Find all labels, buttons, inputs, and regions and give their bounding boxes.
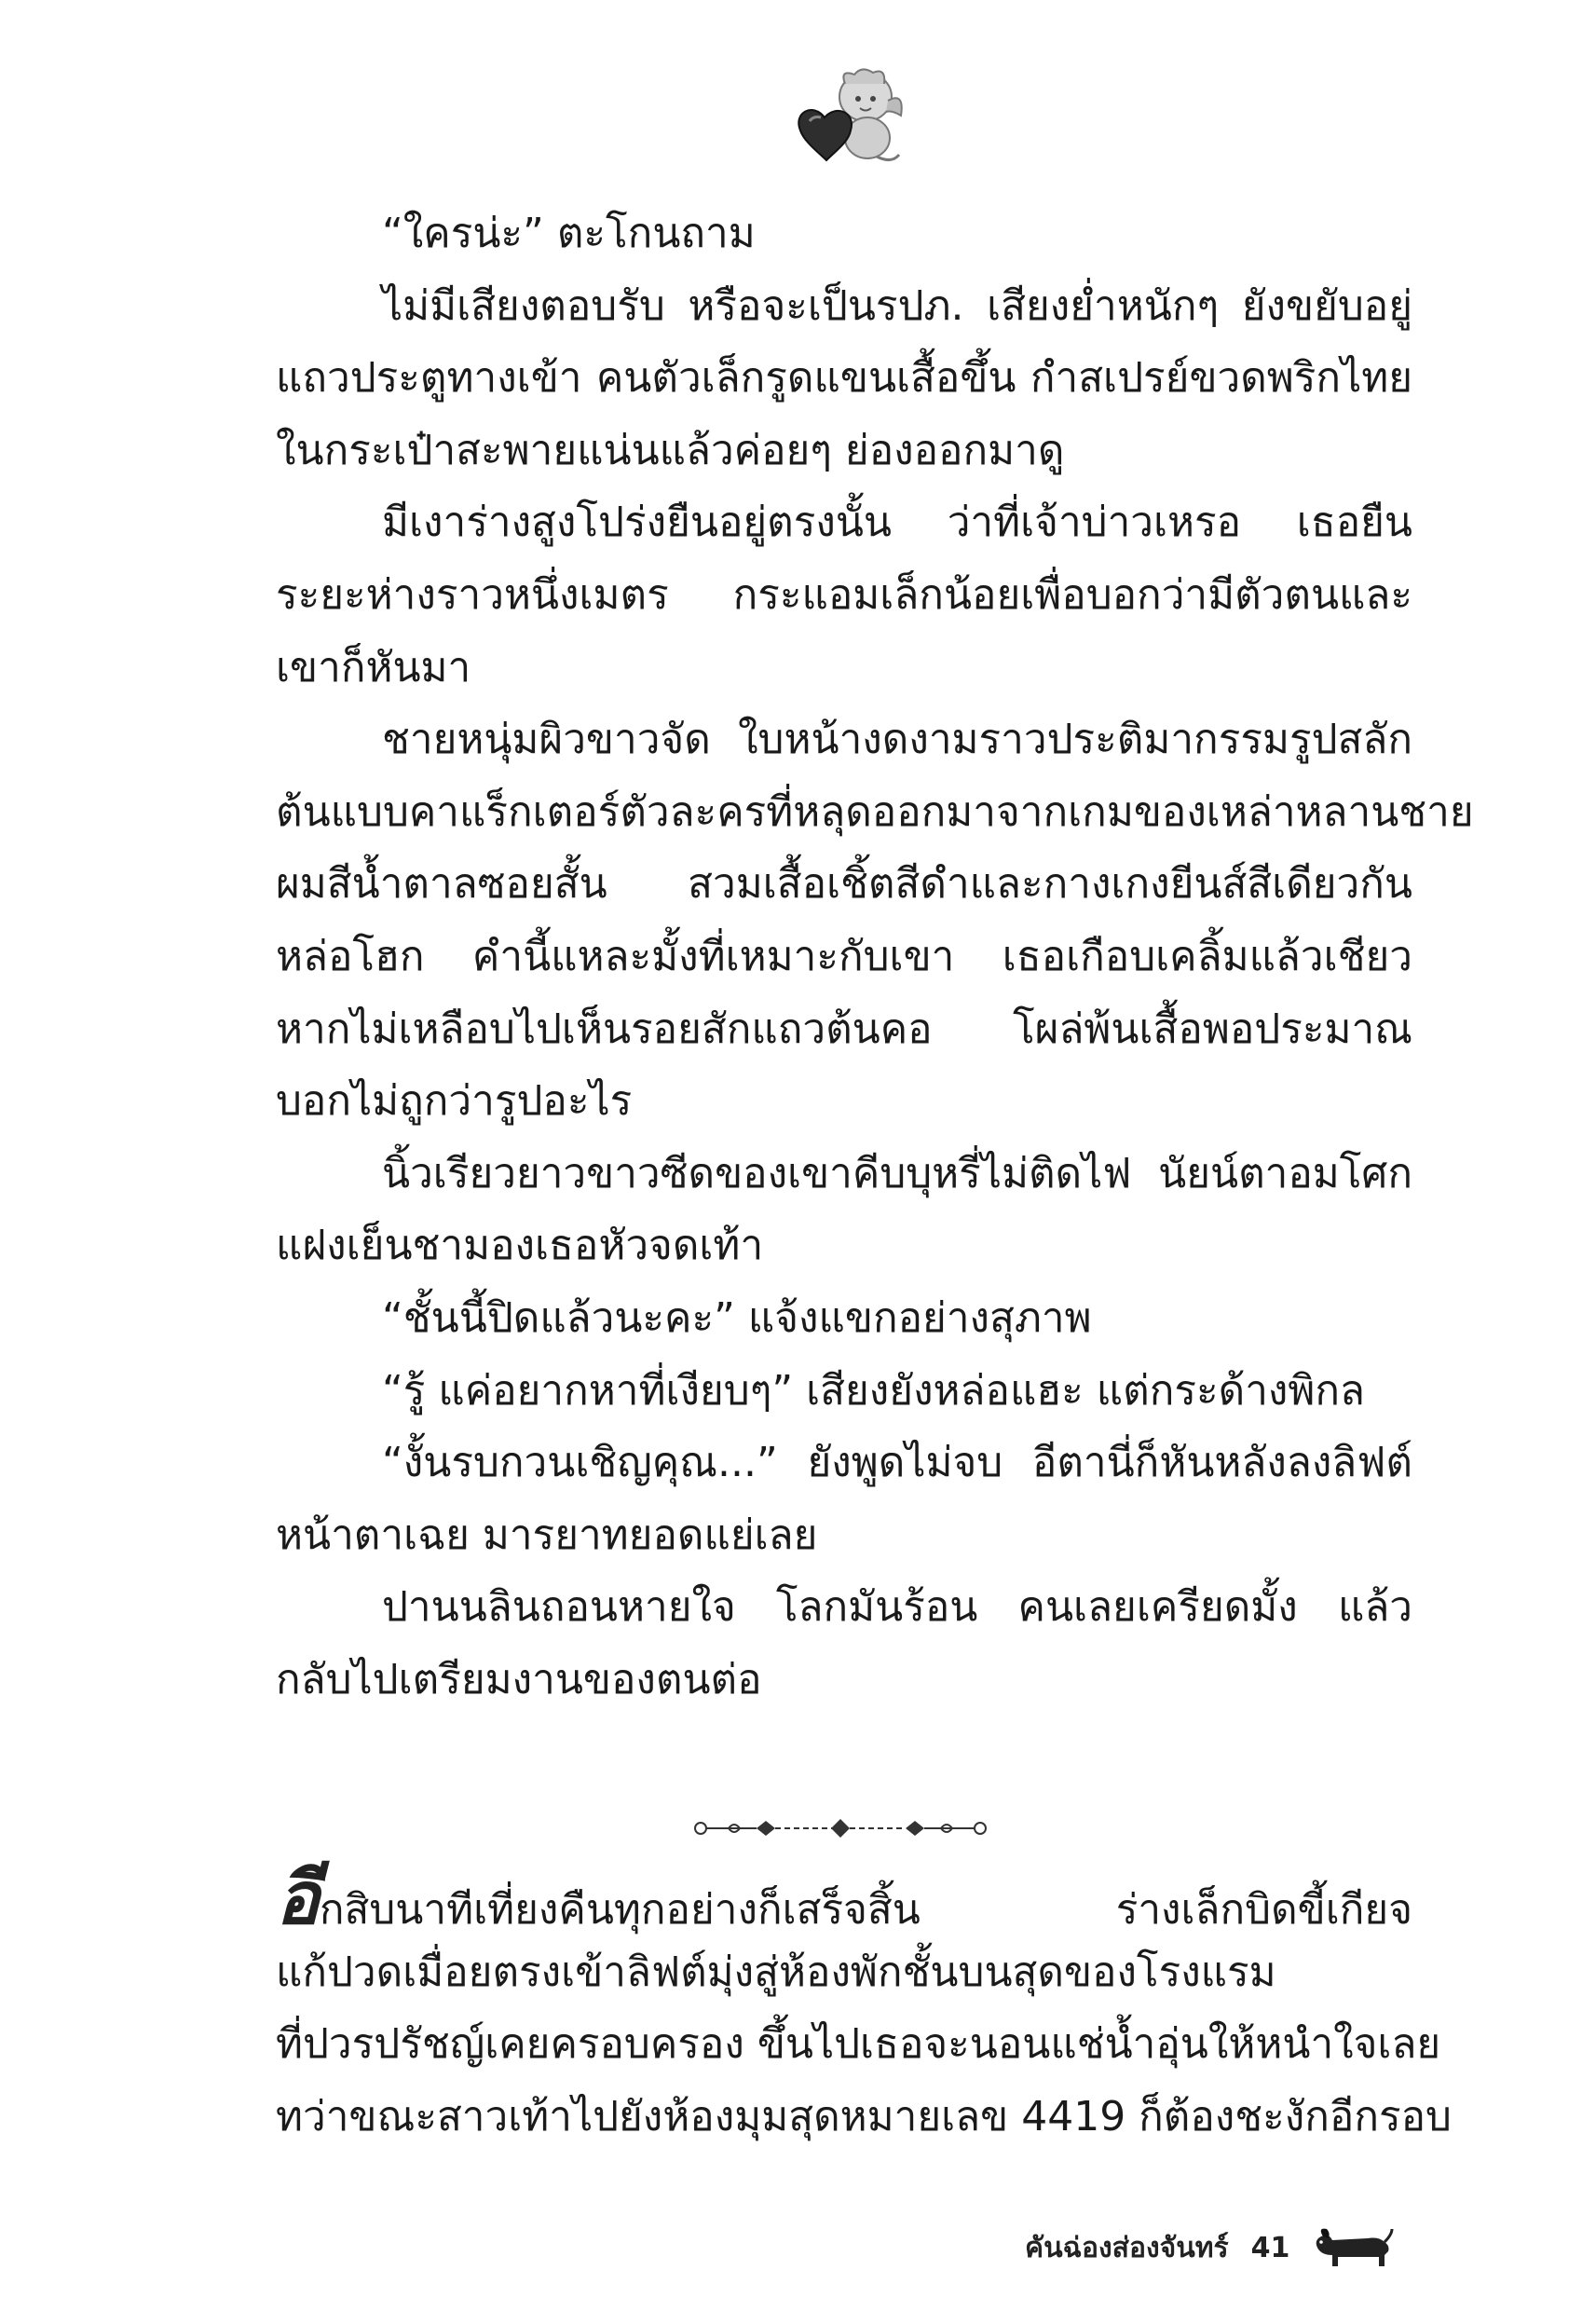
ornamental-divider-icon bbox=[691, 1810, 989, 1847]
text-line: บอกไม่ถูกว่ารูปอะไร bbox=[276, 1077, 633, 1126]
book-title: คันฉ่องส่องจันทร์ bbox=[1025, 2231, 1229, 2264]
dachshund-icon bbox=[1310, 2223, 1394, 2272]
text-line: ที่ปวรปรัชญ์เคยครอบครอง ขึ้นไปเธอจะนอนแช่น้ำอุ่นให้หนำใจเลย bbox=[276, 2020, 1441, 2069]
page-footer bbox=[1025, 2220, 1394, 2276]
text-line: แฝงเย็นชามองเธอหัวจดเท้า bbox=[276, 1222, 764, 1270]
text-line: หากไม่เหลือบไปเห็นรอยสักแถวต้นคอ โผล่พ้นเสื้อพอประมาณ bbox=[276, 1005, 1412, 1053]
drop-cap: อี bbox=[276, 1857, 320, 1941]
section2-first-line bbox=[276, 1857, 1412, 1941]
text-line: เขาก็หันมา bbox=[276, 643, 471, 691]
section2-first-line-text: กสิบนาทีเที่ยงคืนทุกอย่างก็เสร็จสิ้น ร่างเล็กบิดขี้เกียจ bbox=[319, 1886, 1412, 1934]
text-line: ต้นแบบคาแร็กเตอร์ตัวละครที่หลุดออกมาจากเกมของเหล่าหลานชาย bbox=[276, 787, 1474, 836]
text-line: แก้ปวดเมื่อยตรงเข้าลิฟต์มุ่งสู่ห้องพักชั้นบนสุดของโรงแรม bbox=[276, 1948, 1276, 1996]
text-line: “งั้นรบกวนเชิญคุณ...” ยังพูดไม่จบ อีตานี่ก็หันหลังลงลิฟต์ bbox=[382, 1439, 1412, 1487]
body-text-top bbox=[276, 198, 1474, 1716]
text-line: ทว่าขณะสาวเท้าไปยังห้องมุมสุดหมายเลข 4419 ก็ต้องชะงักอีกรอบ bbox=[276, 2092, 1452, 2140]
body-text-section2 bbox=[276, 1857, 1452, 2153]
text-line: ปานนลินถอนหายใจ โลกมันร้อน คนเลยเครียดมั้ง แล้ว bbox=[382, 1583, 1412, 1632]
text-line: หล่อโฮก คำนี้แหละมั้งที่เหมาะกับเขา เธอเกือบเคลิ้มแล้วเชียว bbox=[276, 932, 1412, 980]
text-line: กลับไปเตรียมงานของตนต่อ bbox=[276, 1655, 762, 1703]
text-line: “ชั้นนี้ปิดแล้วนะคะ” แจ้งแขกอย่างสุภาพ bbox=[382, 1293, 1092, 1342]
text-line: “ใครน่ะ” ตะโกนถาม bbox=[382, 210, 756, 257]
text-line: นิ้วเรียวยาวขาวซีดของเขาคีบบุหรี่ไม่ติดไฟ นัยน์ตาอมโศก bbox=[382, 1149, 1412, 1197]
text-line: มีเงาร่างสูงโปร่งยืนอยู่ตรงนั้น ว่าที่เจ้าบ่าวเหรอ เธอยืน bbox=[382, 499, 1412, 547]
text-line: ระยะห่างราวหนึ่งเมตร กระแอมเล็กน้อยเพื่อบอกว่ามีตัวตนและ bbox=[276, 570, 1412, 619]
text-line: ผมสีน้ำตาลซอยสั้น สวมเสื้อเชิ้ตสีดำและกางเกงยีนส์สีเดียวกัน bbox=[276, 860, 1412, 909]
page-number: 41 bbox=[1250, 2231, 1290, 2264]
text-line: แถวประตูทางเข้า คนตัวเล็กรูดแขนเสื้อขึ้น กำสเปรย์ขวดพริกไทย bbox=[276, 354, 1412, 403]
text-line: ชายหนุ่มผิวขาวจัด ใบหน้างดงามราวประติมากรรมรูปสลัก bbox=[382, 716, 1412, 764]
text-line: “รู้ แค่อยากหาที่เงียบๆ” เสียงยังหล่อแฮะ แต่กระด้างพิกล bbox=[382, 1366, 1365, 1415]
text-line: หน้าตาเฉย มารยาทยอดแย่เลย bbox=[276, 1511, 818, 1559]
cherub-holding-heart-icon bbox=[787, 63, 908, 175]
text-line: ในกระเป๋าสะพายแน่นแล้วค่อยๆ ย่องออกมาดู bbox=[276, 426, 1065, 474]
text-line: ไม่มีเสียงตอบรับ หรือจะเป็นรปภ. เสียงย่ำหนักๆ ยังขยับอยู่ bbox=[382, 281, 1412, 330]
